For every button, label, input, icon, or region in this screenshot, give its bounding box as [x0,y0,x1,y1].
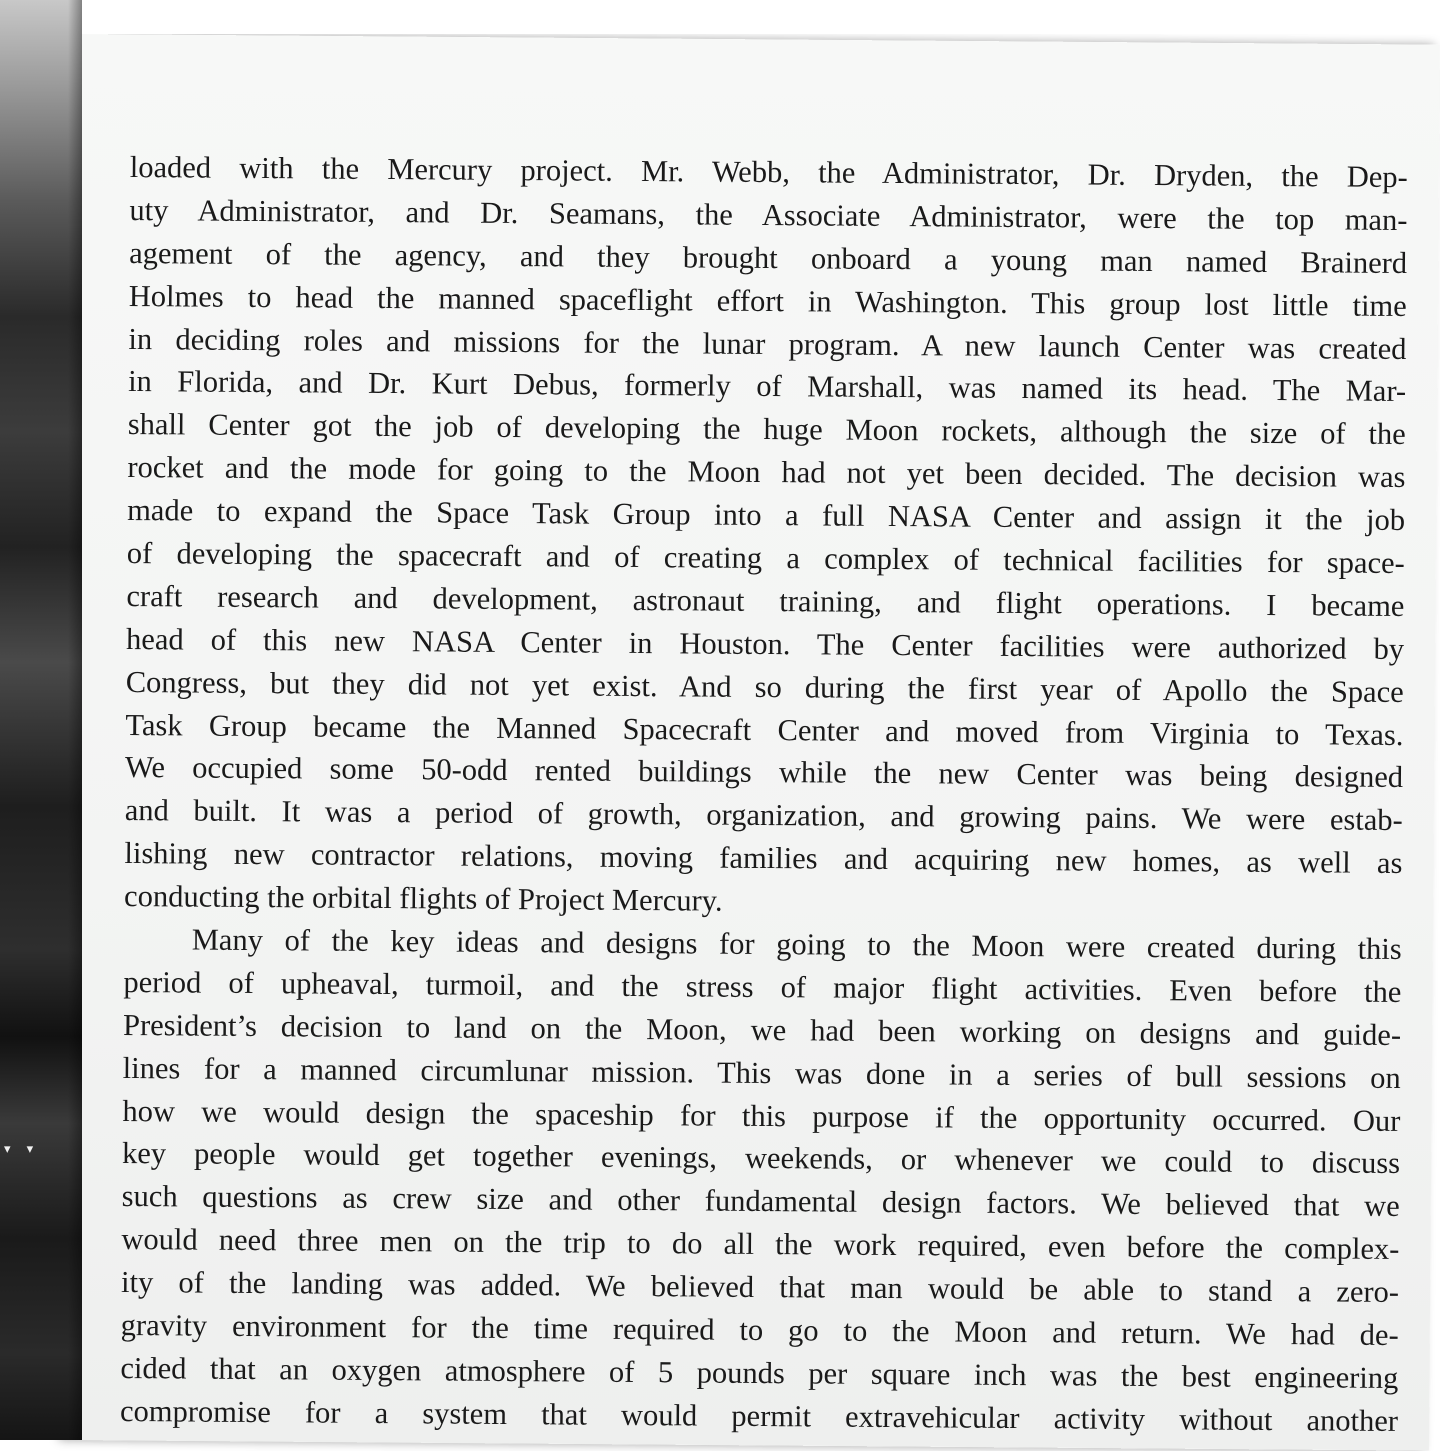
text-line: We occupied some 50-odd rented buildings while the new Center was being designed [124,750,1404,795]
text-line: head of this new NASA Center in Houston. The Center facilities were authorized by [125,621,1405,666]
page-top-margin [76,0,1440,34]
text-line: key people would get together evenings, weekends, or whenever we could to discuss [121,1136,1401,1181]
text-line: in deciding roles and missions for the lunar program. A new launch Center was created [128,321,1407,366]
text-line: of developing the spacecraft and of creating a complex of technical facilities for space- [126,536,1405,581]
photo-detail-marks: ▾ ▾ [4,1142,40,1157]
text-line: would need three men on the trip to do all the work required, even before the complex- [121,1222,1400,1267]
text-line: Congress, but they did not yet exist. And so during the first year of Apollo the Space [125,664,1404,709]
text-line: rocket and the mode for going to the Moon had not yet been decided. The decision was [127,450,1406,495]
text-line: uty Administrator, and Dr. Seamans, the Associate Administrator, were the top man- [129,192,1408,237]
text-line: Many of the key ideas and designs for going to the Moon were created during this [191,922,1402,967]
text-line: ity of the landing was added. We believed that man would be able to stand a zero- [120,1265,1400,1310]
text-line: such questions as crew size and other fundamental design factors. We believed that we [121,1179,1400,1224]
text-line: Task Group became the Manned Spacecraft Center and moved from Virginia to Texas. [125,707,1404,752]
text-line: and built. It was a period of growth, organization, and growing pains. We were estab- [124,793,1403,838]
text-line: gravity environment for the time required to go to the Moon and return. We had de- [120,1308,1399,1353]
paragraph-1 [124,146,1408,928]
text-line: made to expand the Space Task Group into a full NASA Center and assign it the job [127,493,1406,538]
text-line: cided that an oxygen atmosphere of 5 pounds per square inch was the best engineering [120,1350,1399,1395]
text-line: lines for a manned circumlunar mission. This was done in a series of bull sessions on [122,1050,1401,1095]
text-line: lishing new contractor relations, moving families and acquiring new homes, as well as [124,836,1403,881]
body-text [120,146,1408,1443]
text-line: in Florida, and Dr. Kurt Debus, formerly of Marshall, was named its head. The Mar- [128,364,1407,409]
text-line: how we would design the spaceship for this purpose if the opportunity occurred. Our [122,1093,1401,1138]
text-line: period of upheaval, turmoil, and the stress of major flight activities. Even before the [123,964,1402,1009]
text-line: craft research and development, astronaut training, and flight operations. I became [126,578,1405,623]
text-line: Holmes to head the manned spaceflight effort in Washington. This group lost little time [128,278,1407,323]
paragraph-2 [120,918,1402,1443]
text-line: loaded with the Mercury project. Mr. Webb, the Administrator, Dr. Dryden, the Dep- [129,149,1408,195]
facing-page-photo [0,0,82,1440]
text-line: shall Center got the job of developing the huge Moon rockets, although the size of the [127,407,1406,452]
text-line: President’s decision to land on the Moon, we had been working on designs and guide- [122,1007,1402,1052]
text-line: compromise for a system that would permit extravehicular activity without another [119,1393,1399,1438]
text-line: agement of the agency, and they brought onboard a young man named Brainerd [129,235,1408,280]
text-line: conducting the orbital flights of Project Mercury. [123,879,723,918]
